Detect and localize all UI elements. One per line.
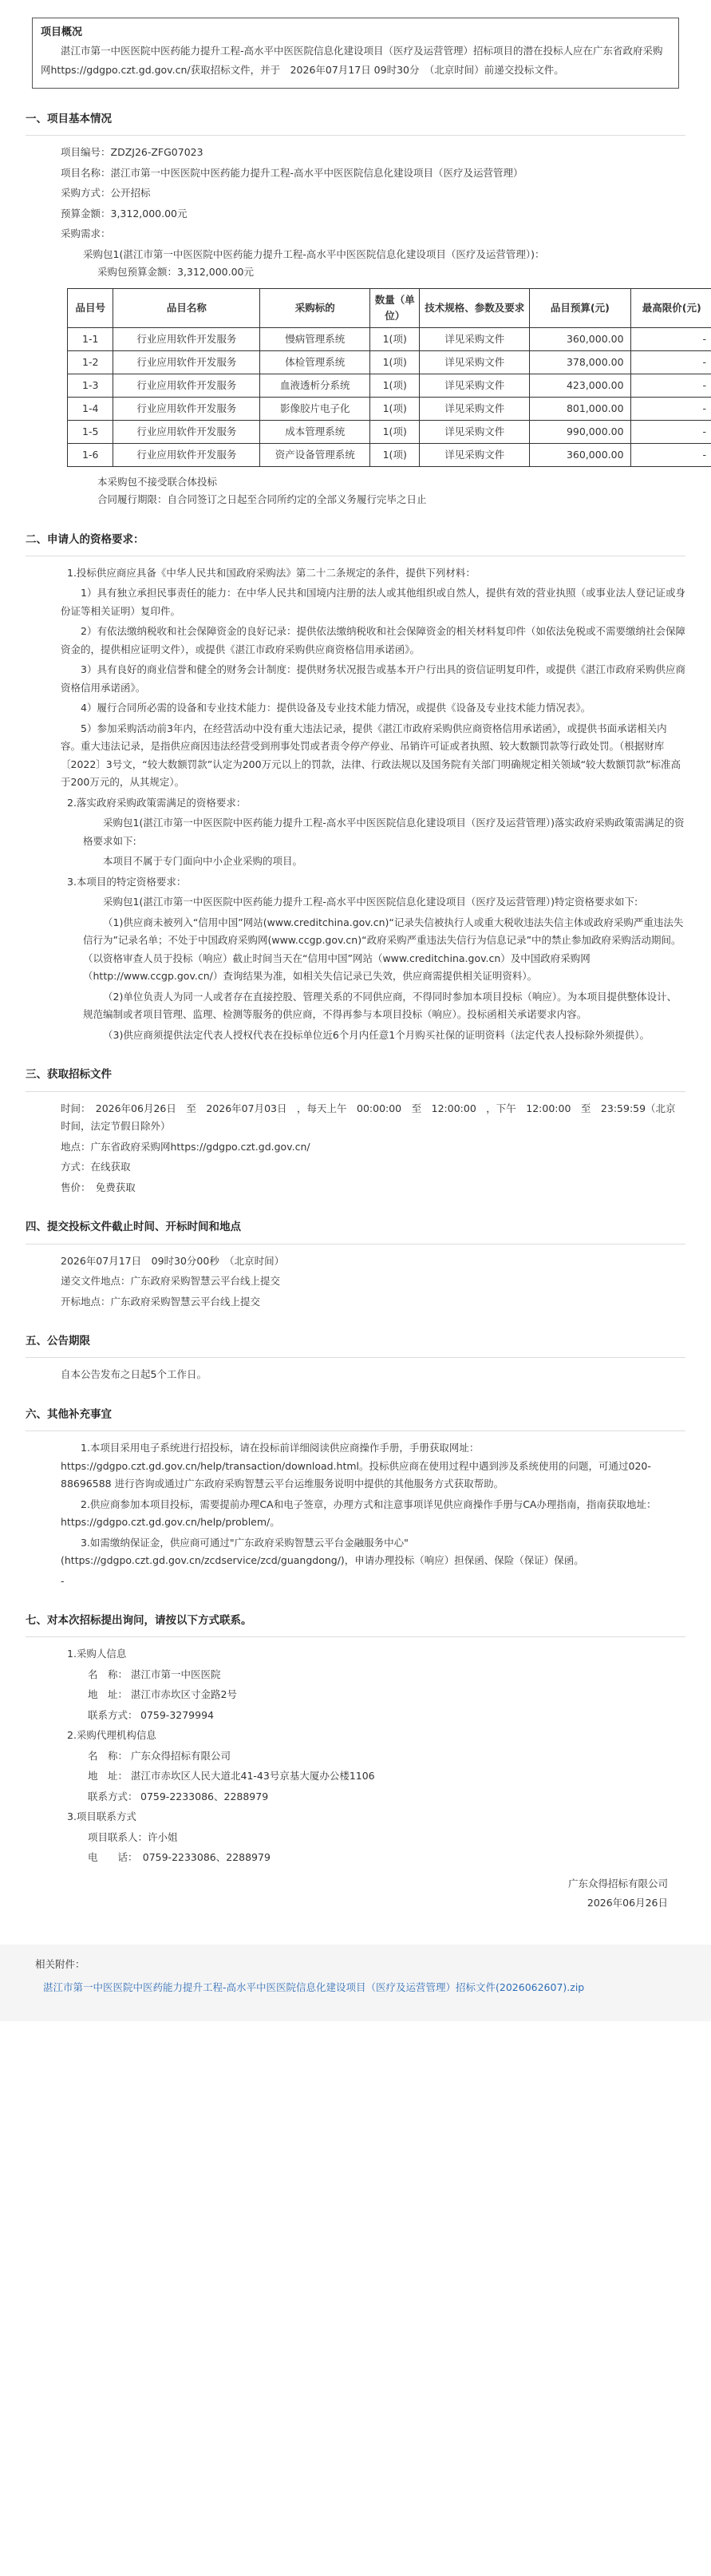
agent-phone: 0759-2233086、2288979 xyxy=(140,1790,269,1802)
attachment-link[interactable]: 湛江市第一中医医院中医药能力提升工程-高水平中医医院信息化建设项目（医疗及运营管理）招标文件(2026062607).zip xyxy=(43,1981,585,1994)
table-row xyxy=(68,397,711,420)
contact-person: 项目联系人：许小姐 xyxy=(88,1830,178,1843)
qualification-1-3: 3）具有良好的商业信誉和健全的财务会计制度：提供财务状况报告或基本开户行出具的资信证明复印件，或提供《湛江市政府采购供应商资格信用承诺函》。 xyxy=(61,663,685,694)
section-3-title: 三、获取招标文件 xyxy=(26,1065,685,1091)
cell-item-name: 行业应用软件开发服务 xyxy=(113,397,260,420)
cell-spec: 详见采购文件 xyxy=(420,350,530,374)
cell-budget: 378,000.00 xyxy=(530,350,630,374)
table-row xyxy=(68,420,711,443)
budget-amount: 预算金额：3,312,000.00元 xyxy=(61,207,188,220)
cell-max-price: - xyxy=(630,443,711,466)
buyer-address-label: 地 址： xyxy=(88,1688,128,1701)
qualification-3-1: 采购包1(湛江市第一中医医院中医药能力提升工程-高水平中医医院信息化建设项目（医疗及运营管理）)特定资格要求如下: xyxy=(103,896,638,908)
contact-phone: 电 话： 0759-2233086、2288979 xyxy=(88,1851,271,1864)
th-item-no: 品目号 xyxy=(68,288,113,327)
cell-target: 慢病管理系统 xyxy=(260,327,370,350)
section-1-title: 一、项目基本情况 xyxy=(26,109,685,136)
cell-target: 资产设备管理系统 xyxy=(260,443,370,466)
cell-spec: 详见采购文件 xyxy=(420,327,530,350)
cell-item-name: 行业应用软件开发服务 xyxy=(113,420,260,443)
th-item-name: 品目名称 xyxy=(113,288,260,327)
th-spec: 技术规格、参数及要求 xyxy=(420,288,530,327)
buyer-name-label: 名 称： xyxy=(88,1668,128,1680)
qualification-2-2: 本项目不属于专门面向中小企业采购的项目。 xyxy=(103,855,303,868)
cell-item-no: 1-3 xyxy=(68,374,113,397)
cell-target: 血液透析分系统 xyxy=(260,374,370,397)
agent-address: 湛江市赤坎区人民大道北41-43号京基大厦办公楼1106 xyxy=(131,1770,375,1783)
buyer-name: 湛江市第一中医医院 xyxy=(131,1668,221,1680)
qualification-1-1: 1）具有独立承担民事责任的能力：在中华人民共和国境内注册的法人或其他组织或自然人，提供有效的营业执照（或事业法人登记证或身份证等相关证明）复印件。 xyxy=(61,587,685,617)
cell-item-no: 1-2 xyxy=(68,350,113,374)
cell-target: 成本管理系统 xyxy=(260,420,370,443)
attachment-title: 相关附件： xyxy=(35,1957,85,1970)
cell-quantity: 1(项) xyxy=(370,374,420,397)
section-7-title: 七、对本次招标提出询问，请按以下方式联系。 xyxy=(26,1611,685,1637)
qualification-3-2: （1)供应商未被列入“信用中国”网站(www.creditchina.gov.cn)“记录失信被执行人或重大税收违法失信主体或政府采购严重违法失信行为”记录名单；不处于中国政府采购网(www.ccgp.gov.cn)“政府采购严重违法失信行为信息记录”中的禁止参加政府采购活动期间。（以资格审查人员于投标（响应）截止时间当天在“信用中国”网站（www.creditchina.gov.cn）及中国政府采购网（http://www.ccgp.gov.cn/）查询结果为准，如相关失信记录已失效，供应商需提供相关证明资料）。 xyxy=(83,916,684,983)
cell-item-name: 行业应用软件开发服务 xyxy=(113,443,260,466)
obtain-place: 地点：广东省政府采购网https://gdgpo.czt.gd.gov.cn/ xyxy=(61,1140,310,1153)
cell-spec: 详见采购文件 xyxy=(420,397,530,420)
overview-title: 项目概况 xyxy=(41,26,83,38)
qualification-2: 2.落实政府采购政策需满足的资格要求： xyxy=(67,796,247,809)
buyer-name-row xyxy=(26,1666,685,1684)
buyer-phone-label: 联系方式： xyxy=(88,1708,138,1721)
items-table xyxy=(67,288,711,467)
cell-max-price: - xyxy=(630,374,711,397)
submit-place: 递交文件地点：广东政府采购智慧云平台线上提交 xyxy=(61,1275,281,1288)
notice-period: 自本公告发布之日起5个工作日。 xyxy=(61,1368,207,1381)
obtain-way: 方式：在线获取 xyxy=(61,1161,131,1173)
section-6-title: 六、其他补充事宜 xyxy=(26,1405,685,1431)
table-row xyxy=(68,374,711,397)
buyer-phone-row xyxy=(26,1707,685,1725)
cell-budget: 360,000.00 xyxy=(530,327,630,350)
cell-item-no: 1-6 xyxy=(68,443,113,466)
agent-name-label: 名 称： xyxy=(88,1749,128,1762)
sign-company: 广东众得招标有限公司 xyxy=(567,1877,668,1889)
cell-target: 影像胶片电子化 xyxy=(260,397,370,420)
buyer-info-title: 1.采购人信息 xyxy=(67,1648,127,1660)
procurement-method: 采购方式：公开招标 xyxy=(61,187,151,200)
supplement-1: 1.本项目采用电子系统进行招投标，请在投标前详细阅读供应商操作手册，手册获取网址：https://gdgpo.czt.gd.gov.cn/help/transaction/download.html。投标供应商在使用过程中遇到涉及系统使用的问题，可通过020-88696588 进行咨询或通过广东政府采购智慧云平台运维服务说明中提供的其他服务方式获取帮助。 xyxy=(61,1442,651,1490)
agent-phone-label: 联系方式： xyxy=(88,1790,138,1802)
cell-item-no: 1-4 xyxy=(68,397,113,420)
table-row xyxy=(68,443,711,466)
supplement-dash: - xyxy=(61,1574,65,1587)
cell-max-price: - xyxy=(630,327,711,350)
cell-budget: 990,000.00 xyxy=(530,420,630,443)
obtain-time: 时间： 2026年06月26日 至 2026年07月03日 ，每天上午 00:00:00 至 12:00:00 ，下午 12:00:00 至 23:59:59（北京时间，法定节假日除外） xyxy=(61,1102,676,1133)
cell-quantity: 1(项) xyxy=(370,350,420,374)
cell-max-price: - xyxy=(630,350,711,374)
table-header-row xyxy=(68,288,711,327)
qualification-1-2: 2）有依法缴纳税收和社会保障资金的良好记录：提供依法缴纳税收和社会保障资金的相关材料复印件（如依法免税或不需要缴纳社会保障资金的，提供相应证明文件），或提供《湛江市政府采购供应商资格信用承诺函》。 xyxy=(61,625,685,655)
cell-quantity: 1(项) xyxy=(370,420,420,443)
supplement-3: 3.如需缴纳保证金，供应商可通过"广东政府采购智慧云平台金融服务中心"(https://gdgpo.czt.gd.gov.cn/zcdservice/zcd/guangdong/)，申请办理投标（响应）担保函、保险（保证）保函。 xyxy=(61,1536,584,1567)
overview-text: 湛江市第一中医医院中医药能力提升工程-高水平中医医院信息化建设项目（医疗及运营管理）招标项目的潜在投标人应在广东省政府采购网https://gdgpo.czt.gd.gov.cn/获取招标文件，并于 2026年07月17日 09时30分 （北京时间）前递交投标文件。 xyxy=(41,45,663,77)
qualification-3-4: （3)供应商须提供法定代表人授权代表在投标单位近6个月内任意1个月购买社保的证明资料（法定代表人投标除外须提供）。 xyxy=(103,1028,650,1041)
th-target: 采购标的 xyxy=(260,288,370,327)
cell-item-name: 行业应用软件开发服务 xyxy=(113,350,260,374)
sign-date: 2026年06月26日 xyxy=(587,1897,668,1909)
cell-quantity: 1(项) xyxy=(370,443,420,466)
th-quantity: 数量（单位） xyxy=(370,288,420,327)
qualification-3: 3.本项目的特定资格要求： xyxy=(67,875,187,888)
no-consortium-note: 本采购包不接受联合体投标 xyxy=(97,475,218,488)
cell-spec: 详见采购文件 xyxy=(420,443,530,466)
cell-spec: 详见采购文件 xyxy=(420,420,530,443)
agent-info-title: 2.采购代理机构信息 xyxy=(67,1729,156,1742)
th-budget: 品目预算(元) xyxy=(530,288,630,327)
cell-budget: 423,000.00 xyxy=(530,374,630,397)
qualification-1-5: 5）参加采购活动前3年内，在经营活动中没有重大违法记录，提供《湛江市政府采购供应商资格信用承诺函》，或提供书面承诺相关内容。重大违法记录，是指供应商因违法经营受到刑事处罚或者责令停产停业、吊销许可证或者执照、较大数额罚款等行政处罚。（根据财库〔2022〕3号文，“较大数额罚款”认定为200万元以上的罚款，法律、行政法规以及国务院有关部门明确规定相关领域“较大数额罚款”标准高于200万元的，从其规定）。 xyxy=(61,722,681,789)
agent-address-row xyxy=(26,1767,685,1786)
qualification-2-1: 采购包1(湛江市第一中医医院中医药能力提升工程-高水平中医医院信息化建设项目（医疗及运营管理）)落实政府采购政策需满足的资格要求如下: xyxy=(83,817,685,847)
overview-box xyxy=(32,18,679,89)
cell-item-no: 1-5 xyxy=(68,420,113,443)
obtain-price: 售价： 免费获取 xyxy=(61,1181,136,1193)
cell-spec: 详见采购文件 xyxy=(420,374,530,397)
table-row xyxy=(68,327,711,350)
cell-quantity: 1(项) xyxy=(370,327,420,350)
buyer-address-row xyxy=(26,1686,685,1704)
package-title: 采购包1(湛江市第一中医医院中医药能力提升工程-高水平中医医院信息化建设项目（医疗及运营管理）)： xyxy=(83,247,545,260)
supplement-2: 2.供应商参加本项目投标，需要提前办理CA和电子签章，办理方式和注意事项详见供应商操作手册与CA办理指南，指南获取地址：https://gdgpo.czt.gd.gov.cn/help/problem/。 xyxy=(61,1498,657,1529)
agent-address-label: 地 址： xyxy=(88,1770,128,1783)
project-number: 项目编号：ZDZJ26-ZFG07023 xyxy=(61,146,203,159)
contact-info-title: 3.项目联系方式 xyxy=(67,1810,136,1823)
section-5-title: 五、公告期限 xyxy=(26,1332,685,1358)
cell-max-price: - xyxy=(630,420,711,443)
cell-item-name: 行业应用软件开发服务 xyxy=(113,327,260,350)
qualification-1: 1.投标供应商应具备《中华人民共和国政府采购法》第二十二条规定的条件，提供下列材料： xyxy=(67,566,476,579)
cell-budget: 801,000.00 xyxy=(530,397,630,420)
package-budget: 采购包预算金额：3,312,000.00元 xyxy=(97,266,254,279)
agent-name-row xyxy=(26,1747,685,1766)
cell-budget: 360,000.00 xyxy=(530,443,630,466)
deadline-time: 2026年07月17日 09时30分00秒 （北京时间） xyxy=(61,1254,285,1267)
cell-target: 体检管理系统 xyxy=(260,350,370,374)
cell-max-price: - xyxy=(630,397,711,420)
table-row xyxy=(68,350,711,374)
section-2-title: 二、申请人的资格要求： xyxy=(26,530,685,556)
project-name: 项目名称：湛江市第一中医医院中医药能力提升工程-高水平中医医院信息化建设项目（医疗及运营管理） xyxy=(61,166,523,179)
open-place: 开标地点：广东政府采购智慧云平台线上提交 xyxy=(61,1295,261,1308)
cell-quantity: 1(项) xyxy=(370,397,420,420)
buyer-address: 湛江市赤坎区寸金路2号 xyxy=(131,1688,237,1701)
qualification-1-4: 4）履行合同所必需的设备和专业技术能力：提供设备及专业技术能力情况，或提供《设备及专业技术能力情况表》。 xyxy=(81,702,591,714)
procurement-demand: 采购需求： xyxy=(61,228,111,240)
agent-phone-row xyxy=(26,1788,685,1806)
attachment-area xyxy=(0,1945,711,2021)
buyer-phone: 0759-3279994 xyxy=(140,1708,214,1721)
th-max-price: 最高限价(元) xyxy=(630,288,711,327)
cell-item-name: 行业应用软件开发服务 xyxy=(113,374,260,397)
cell-item-no: 1-1 xyxy=(68,327,113,350)
agent-name: 广东众得招标有限公司 xyxy=(131,1749,231,1762)
qualification-3-3: （2)单位负责人为同一人或者存在直接控股、管理关系的不同供应商，不得同时参加本项目投标（响应）。为本项目提供整体设计、规范编制或者项目管理、监理、检测等服务的供应商，不得再参与本项目投标（响应）。投标函相关承诺要求内容。 xyxy=(83,990,677,1021)
section-4-title: 四、提交投标文件截止时间、开标时间和地点 xyxy=(26,1217,685,1244)
contract-period: 合同履行期限：自合同签订之日起至合同所约定的全部义务履行完毕之日止 xyxy=(97,493,427,506)
